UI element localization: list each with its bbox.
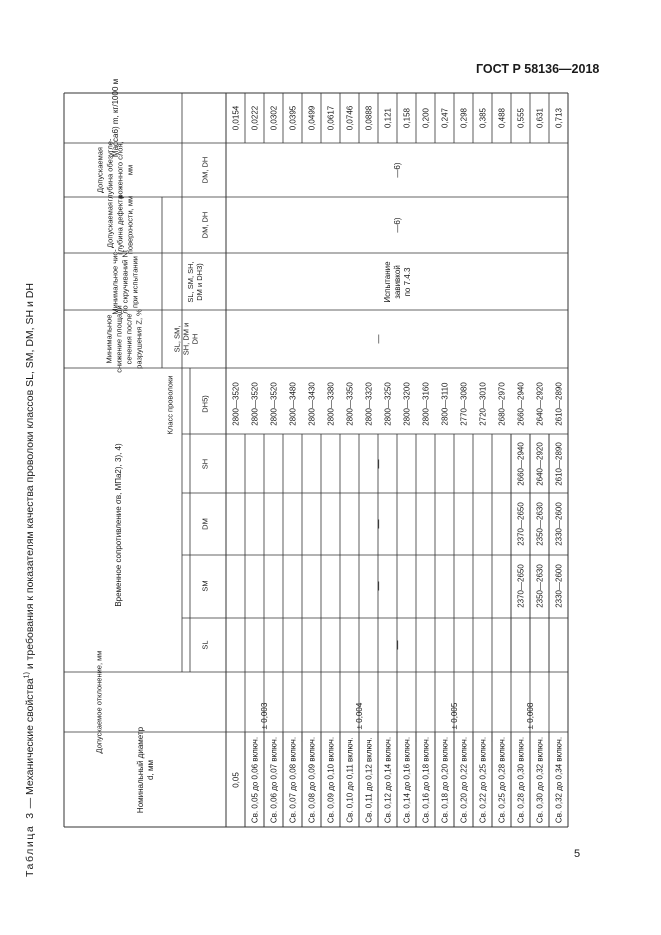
header-wire-class: Класс проволоки: [165, 375, 175, 435]
cell-twists-note: по 7.4.3: [402, 267, 412, 297]
header-decarb-depth: роженного слоя,: [115, 141, 125, 199]
cell-diameter: Св. 0,07 до 0,08 включ.: [288, 736, 298, 824]
cell-mass: 0,555: [516, 107, 526, 129]
header-defect-depth: глубина дефекта: [115, 195, 125, 255]
cell-dh: 2800—3520: [269, 382, 279, 426]
header-area-reduction: снижение площади: [114, 305, 124, 373]
header-area-reduction: Минимальное: [104, 314, 114, 364]
header-area-reduction: сечения после: [124, 313, 134, 365]
cell-tolerance: ± 0,005: [449, 702, 459, 730]
header-class-dh5: DH5): [200, 395, 210, 413]
cell-dh: 2800—3520: [231, 382, 241, 426]
cell-dh: 2800—3350: [345, 382, 355, 426]
header-twists: Минимальное чис-: [110, 249, 120, 315]
table-grid: [64, 93, 568, 827]
header-twists: при испытании: [130, 256, 140, 308]
cell-dm: 2330—2600: [554, 502, 564, 546]
header-class-sm: SM: [200, 580, 210, 592]
caption-label: Таблица: [24, 824, 36, 877]
header-defect-depth: поверхности, мм: [125, 195, 135, 255]
cell-dh: 2800—3430: [307, 382, 317, 426]
cell-sm: 2370—2650: [516, 564, 526, 608]
cell-area-reduction-dash: —: [373, 334, 384, 344]
cell-mass: 0,0302: [269, 105, 279, 131]
cell-dh: 2720—3010: [478, 382, 488, 426]
header-tolerance: Допускаемое отклонение, мм: [94, 650, 104, 754]
cell-mass: 0,0888: [364, 105, 374, 131]
cell-sm-dash: —: [373, 581, 384, 591]
cell-diameter: 0,05: [231, 772, 241, 788]
cell-mass: 0,298: [459, 107, 469, 129]
cell-twists-note: Испытание: [382, 261, 392, 303]
cell-sh: 2610—2890: [554, 442, 564, 486]
cell-sl-dash: —: [392, 640, 403, 650]
header-diameter: d, мм: [145, 760, 155, 780]
cell-dh: 2800—3250: [383, 382, 393, 426]
cell-diameter: Св. 0,16 до 0,18 включ.: [421, 736, 431, 824]
cell-dm: 2370—2650: [516, 502, 526, 546]
cell-diameter: Св. 0,32 до 0,34 включ.: [554, 736, 564, 824]
document-code: ГОСТ Р 58136—2018: [476, 62, 600, 76]
cell-sh: 2660—2940: [516, 442, 526, 486]
cell-tolerance: ± 0,008: [525, 702, 535, 730]
cell-diameter: Св. 0,25 до 0,28 включ.: [497, 736, 507, 824]
cell-mass: 0,0746: [345, 105, 355, 131]
header-twists: ло скручиваний Nt: [120, 250, 130, 314]
cell-dm: 2350—2630: [535, 502, 545, 546]
cell-mass: 0,0499: [307, 105, 317, 131]
cell-dh: 2680—2970: [497, 382, 507, 426]
cell-defect-footnote: —6): [392, 217, 402, 233]
header-decarb-depth: Допускаемая: [95, 147, 105, 193]
cell-mass: 0,488: [497, 107, 507, 129]
cell-sm: 2350—2630: [535, 564, 545, 608]
cell-mass: 0,121: [383, 107, 393, 129]
cell-diameter: Св. 0,05 до 0,06 включ.: [250, 736, 260, 824]
cell-diameter: Св. 0,20 до 0,22 включ.: [459, 736, 469, 824]
cell-diameter: Св. 0,22 до 0,25 включ.: [478, 736, 488, 824]
cell-diameter: Св. 0,11 до 0,12 включ.: [364, 737, 374, 823]
header-class-sh: SH: [200, 458, 210, 470]
header-diameter: Номинальный диаметр: [135, 726, 145, 814]
cell-mass: 0,0222: [250, 105, 260, 131]
cell-sm: 2330—2600: [554, 564, 564, 608]
header-defect-depth: Допускаемая: [105, 202, 115, 248]
cell-dh: 2800—3480: [288, 382, 298, 426]
cell-dh: 2770—3080: [459, 382, 469, 426]
header-class-sl: SL: [200, 640, 210, 650]
header-area-reduction-classes: SL, SM,: [172, 325, 182, 353]
cell-sh: 2640—2920: [535, 442, 545, 486]
cell-mass: 0,713: [554, 107, 564, 129]
table-text: [95, 79, 564, 823]
cell-mass: 0,0154: [231, 105, 241, 131]
header-strength: Временное сопротивление σв, МПа2), 3), 4): [113, 443, 123, 607]
header-twists-classes: SL, SM, SH,: [186, 261, 196, 303]
cell-twists-note: завивкой: [392, 265, 402, 299]
cell-dh: 2640—2920: [535, 382, 545, 426]
cell-dh: 2800—3380: [326, 382, 336, 426]
header-mass: Масса6) m, кг/1000 м: [110, 78, 120, 158]
cell-dh: 2800—3110: [440, 382, 450, 426]
header-class-dm: DM: [200, 518, 210, 530]
caption-number: 3: [24, 811, 36, 819]
cell-dh: 2660—2940: [516, 382, 526, 426]
cell-diameter: Св. 0,08 до 0,09 включ.: [307, 736, 317, 824]
header-decarb-depth-classes: DM, DH: [200, 156, 210, 184]
cell-diameter: Св. 0,06 до 0,07 включ.: [269, 736, 279, 824]
header-area-reduction-classes: DH: [190, 333, 200, 345]
cell-mass: 0,0395: [288, 105, 298, 131]
caption-text-rest: и требования к показателям качества проволоки классов SL, SM, DM, SH и DH: [24, 283, 36, 673]
cell-dh: 2800—3520: [250, 382, 260, 426]
header-area-reduction-classes: SH, DM и: [181, 322, 191, 356]
cell-mass: 0,385: [478, 107, 488, 129]
cell-tolerance: ± 0,003: [259, 702, 269, 730]
cell-diameter: Св. 0,09 до 0,10 включ.: [326, 736, 336, 824]
cell-dh: 2800—3160: [421, 382, 431, 426]
cell-diameter: Св. 0,30 до 0,32 включ.: [535, 736, 545, 824]
header-defect-depth-classes: DM, DH: [200, 211, 210, 239]
caption-text: — Механические свойства: [24, 678, 36, 809]
cell-diameter: Св. 0,14 до 0,16 включ.: [402, 736, 412, 824]
page-number: 5: [574, 848, 581, 860]
cell-dm-dash: —: [373, 519, 384, 529]
cell-dh: 2800—3200: [402, 382, 412, 426]
cell-mass: 0,200: [421, 107, 431, 129]
cell-mass: 0,0617: [326, 105, 336, 131]
cell-decarb-footnote: —6): [392, 162, 402, 178]
cell-diameter: Св. 0,18 до 0,20 включ.: [440, 736, 450, 824]
cell-mass: 0,247: [440, 107, 450, 129]
cell-mass: 0,158: [402, 107, 412, 129]
cell-dh: 2610—2890: [554, 382, 564, 426]
cell-diameter: Св. 0,28 до 0,30 включ.: [516, 736, 526, 824]
header-twists-classes: DM и DH3): [195, 263, 205, 301]
caption-footnote-mark: 1): [23, 672, 31, 679]
cell-dh: 2800—3320: [364, 382, 374, 426]
header-decarb-depth: глубина обезугле-: [105, 138, 115, 202]
cell-tolerance: ± 0,004: [354, 702, 364, 730]
header-decarb-depth: мм: [125, 164, 135, 176]
cell-sh-dash: —: [373, 459, 384, 469]
cell-diameter: Св. 0,12 до 0,14 включ.: [383, 736, 393, 824]
cell-diameter: Св. 0,10 до 0,11 включ.: [345, 737, 355, 823]
header-area-reduction: разрушения Z, %: [134, 309, 144, 369]
cell-mass: 0,631: [535, 107, 545, 129]
